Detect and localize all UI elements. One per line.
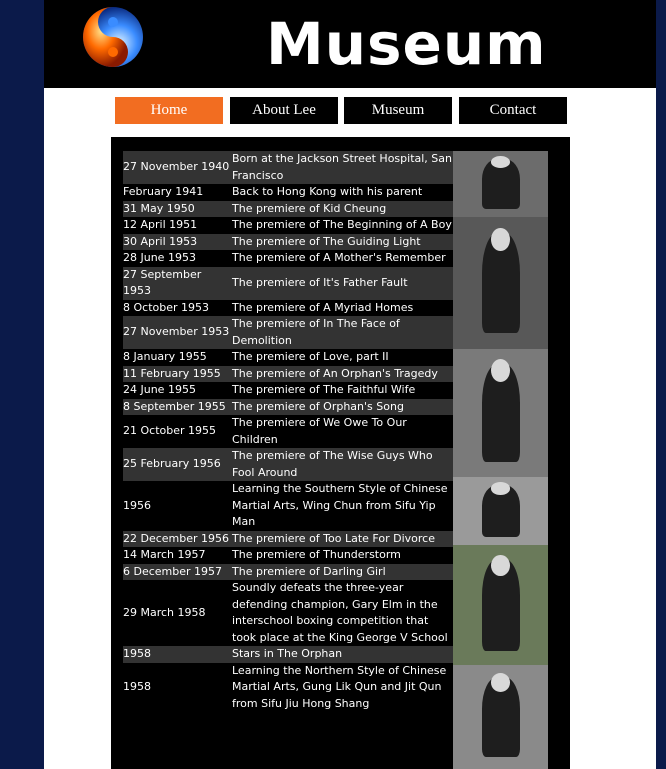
- timeline-date: 30 April 1953: [123, 234, 198, 248]
- timeline-event: The premiere of A Myriad Homes: [232, 300, 414, 314]
- timeline-row: [123, 184, 453, 201]
- timeline-date: 8 October 1953: [123, 300, 210, 314]
- timeline-row: [123, 481, 453, 531]
- timeline-event: The premiere of It's Father Fault: [232, 275, 408, 289]
- timeline-row: [123, 234, 453, 251]
- timeline-date: 1956: [123, 498, 151, 512]
- timeline-row: [123, 531, 453, 548]
- nav-contact[interactable]: Contact: [459, 97, 567, 124]
- timeline-event: The premiere of A Mother's Remember: [232, 251, 446, 264]
- timeline-date: 11 February 1955: [123, 366, 221, 380]
- timeline-date: 27 November 1953: [123, 325, 230, 339]
- timeline-date: 1958: [123, 680, 151, 693]
- timeline-date: 27 November 1940: [123, 160, 230, 174]
- timeline-date: 27 September 1953: [123, 267, 202, 297]
- timeline-date: 28 June 1953: [123, 251, 196, 264]
- timeline-event: The premiere of The Wise Guys Who Fool Around: [232, 449, 433, 479]
- timeline-date: 8 January 1955: [123, 350, 207, 363]
- timeline-date: 25 February 1956: [123, 457, 221, 471]
- timeline-event: Born at the Jackson Street Hospital, San Francisco: [232, 152, 452, 182]
- timeline-row: [123, 151, 453, 184]
- photo-martial-arts-pose: [453, 151, 548, 217]
- timeline-event: The premiere of Too Late For Divorce: [232, 531, 435, 545]
- timeline-row: [123, 366, 453, 383]
- timeline-event: The premiere of Thunderstorm: [232, 548, 401, 561]
- timeline-event: The premiere of The Guiding Light: [232, 234, 421, 248]
- timeline-row: [123, 217, 453, 234]
- timeline-row: [123, 201, 453, 218]
- nav-museum[interactable]: Museum: [344, 97, 452, 124]
- timeline-row: [123, 663, 453, 713]
- timeline-event: The premiere of Kid Cheung: [232, 201, 387, 215]
- timeline-date: February 1941: [123, 185, 204, 198]
- timeline-row: [123, 448, 453, 481]
- yin-yang-fire-ice-icon: [74, 2, 152, 72]
- timeline-event: The premiere of We Owe To Our Children: [232, 416, 407, 446]
- timeline-row: [123, 267, 453, 300]
- timeline-date: 8 September 1955: [123, 399, 226, 413]
- timeline-row: [123, 646, 453, 663]
- photo-lee-portrait: [453, 665, 548, 769]
- timeline-row: [123, 349, 453, 366]
- timeline-event: Learning the Northern Style of Chinese Martial Arts, Gung Lik Qun and Jit Qun from Sifu Jiu Hong Shang: [232, 663, 447, 710]
- timeline-row: [123, 250, 453, 267]
- photo-column: [453, 151, 548, 769]
- timeline-row: [123, 564, 453, 581]
- photo-lee-with-woman-car: [453, 349, 548, 477]
- timeline-event: Learning the Southern Style of Chinese Martial Arts, Wing Chun from Sifu Yip Man: [232, 482, 448, 528]
- timeline-row: [123, 316, 453, 349]
- timeline-event: The premiere of Love, part II: [232, 350, 389, 363]
- timeline-event: The premiere of In The Face of Demolition: [232, 317, 400, 347]
- timeline-event: Back to Hong Kong with his parent: [232, 185, 423, 198]
- site-title: Museum: [266, 10, 547, 78]
- timeline-date: 21 October 1955: [123, 424, 217, 438]
- timeline-row: [123, 415, 453, 448]
- nav-about-lee[interactable]: About Lee: [230, 97, 338, 124]
- page-container: [44, 0, 656, 769]
- timeline-event: Stars in The Orphan: [232, 647, 343, 660]
- timeline-date: 6 December 1957: [123, 564, 223, 578]
- timeline-event: The premiere of The Faithful Wife: [232, 383, 416, 396]
- timeline-date: 14 March 1957: [123, 548, 206, 561]
- timeline-row: [123, 399, 453, 416]
- timeline-table: [123, 151, 453, 712]
- timeline-date: 1958: [123, 647, 151, 660]
- timeline-row: [123, 300, 453, 317]
- timeline-row: [123, 580, 453, 646]
- timeline-date: 31 May 1950: [123, 201, 195, 215]
- timeline-event: The premiere of Darling Girl: [232, 564, 386, 578]
- timeline-row: [123, 382, 453, 399]
- timeline-event: The premiere of An Orphan's Tragedy: [232, 366, 438, 380]
- photo-young-lee-standing: [453, 217, 548, 349]
- timeline-event: The premiere of The Beginning of A Boy: [232, 218, 452, 231]
- timeline-date: 12 April 1951: [123, 218, 198, 231]
- main-nav: [44, 97, 656, 124]
- content-panel: [111, 137, 570, 769]
- timeline-date: 24 June 1955: [123, 383, 196, 396]
- timeline-event: Soundly defeats the three-year defending champion, Gary Elm in the interschool boxing competition that took place at the King George V School: [232, 581, 448, 644]
- timeline-row: [123, 547, 453, 564]
- timeline-date: 22 December 1956: [123, 531, 230, 545]
- site-header: [44, 0, 656, 88]
- photo-lee-shirtless-beach: [453, 545, 548, 665]
- photo-lee-sitting: [453, 477, 548, 545]
- nav-home[interactable]: Home: [115, 97, 223, 124]
- timeline-date: 29 March 1958: [123, 605, 206, 619]
- timeline-event: The premiere of Orphan's Song: [232, 399, 404, 413]
